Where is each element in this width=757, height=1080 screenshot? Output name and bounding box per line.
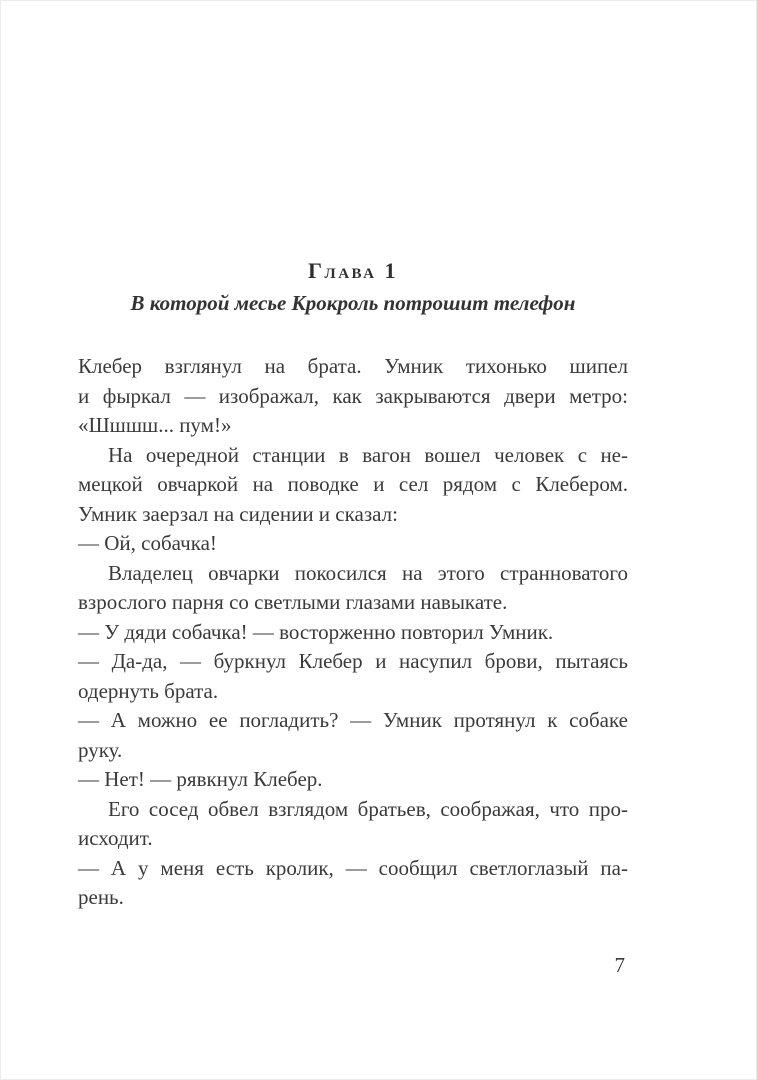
dialogue-paragraph [78, 854, 628, 913]
text-line: Умник заерзал на сидении и сказал: [78, 501, 398, 526]
paragraph [78, 559, 628, 618]
text-line: Клебер взглянул на брата. Умник тихонько шипел [78, 354, 628, 378]
text-line: взрослого парня со светлыми глазами навыкате. [78, 590, 508, 614]
dialogue-paragraph [78, 706, 628, 765]
text-line: исходит. [78, 826, 153, 850]
text-line: — Нет! — рявкнул Клебер. [78, 767, 323, 791]
paragraph [78, 352, 628, 441]
text-line: «Шшшш... пум!» [78, 413, 232, 437]
dialogue-paragraph [78, 618, 628, 648]
text-line: мецкой овчаркой на поводке и сел рядом с Клебером. [78, 472, 628, 496]
body-text [78, 352, 628, 913]
text-line: — А можно ее погладить? — Умник протянул к собаке [78, 708, 628, 732]
dialogue-paragraph [78, 529, 628, 559]
dialogue-paragraph [78, 765, 628, 795]
text-line: Его сосед обвел взглядом братьев, соображая, что про- [108, 796, 628, 821]
text-line: — А у меня есть кролик, — сообщил светлоглазый па- [78, 855, 628, 880]
text-line: одернуть брата. [78, 678, 219, 703]
page-number: 7 [614, 953, 625, 977]
text-line: руку. [78, 737, 123, 762]
text-line: — У дяди собачка! — восторженно повторил Умник. [78, 619, 554, 644]
text-line: На очередной станции в вагон вошел человек с не- [108, 442, 628, 467]
paragraph [78, 441, 628, 530]
paragraph [78, 795, 628, 854]
text-line: рень. [78, 885, 124, 909]
text-line: — Да-да, — буркнул Клебер и насупил брови, пытаясь [78, 649, 628, 673]
chapter-subtitle: В которой месье Крокроль потрошит телефон [130, 291, 576, 315]
text-line: и фыркал — изображал, как закрываются двери метро: [78, 383, 628, 408]
text-line: Владелец овчарки покосился на этого странноватого [108, 560, 628, 585]
dialogue-paragraph [78, 647, 628, 706]
text-line: — Ой, собачка! [78, 531, 217, 555]
chapter-heading: Глава 1 [308, 258, 398, 283]
